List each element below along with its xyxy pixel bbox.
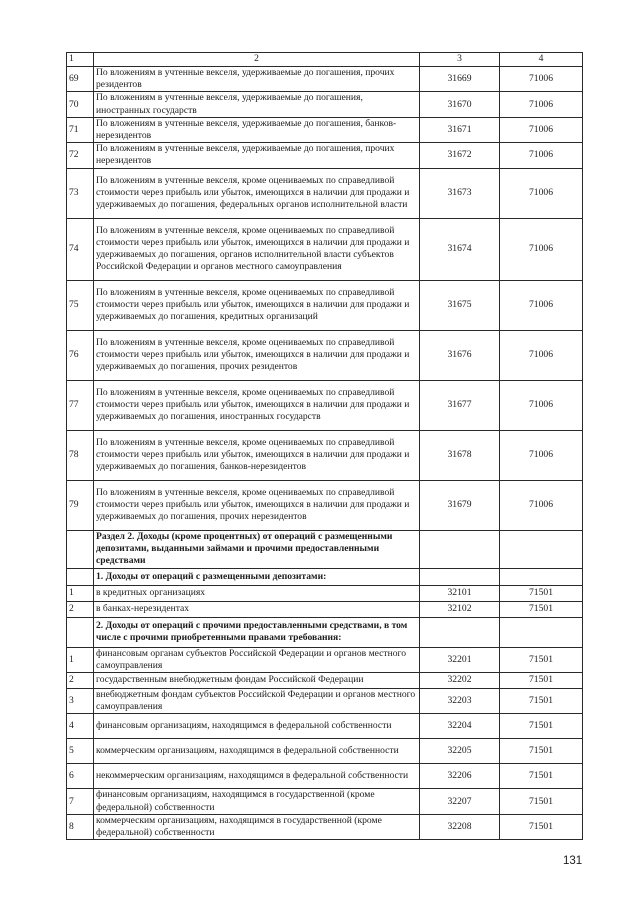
- table-row: [67, 673, 583, 689]
- row-number: 74: [67, 218, 94, 280]
- row-number: 75: [67, 280, 94, 330]
- table-row: [67, 601, 583, 617]
- row-description: Раздел 2. Доходы (кроме процентных) от операций с размещенными депозитами, выданными займами и прочими предоставленными средствами: [94, 530, 420, 568]
- row-description: По вложениям в учтенные векселя, удерживаемые до погашения, иностранных государств: [94, 92, 420, 117]
- row-description: в банках-нерезидентах: [94, 601, 420, 617]
- row-account-code: 31679: [420, 480, 500, 530]
- row-description: некоммерческим организациям, находящимся в федеральной собственности: [94, 764, 420, 789]
- row-symbol-code: 71006: [500, 480, 583, 530]
- row-symbol-code: [500, 617, 583, 647]
- header-col-3: 3: [420, 53, 500, 67]
- row-account-code: 31672: [420, 143, 500, 168]
- row-symbol-code: 71501: [500, 673, 583, 689]
- row-account-code: 32208: [420, 814, 500, 839]
- row-account-code: 31675: [420, 280, 500, 330]
- header-col-1: 1: [67, 53, 94, 67]
- table-row: [67, 480, 583, 530]
- row-number: [67, 530, 94, 568]
- row-account-code: 31677: [420, 380, 500, 430]
- row-symbol-code: 71501: [500, 814, 583, 839]
- row-number: 7: [67, 789, 94, 814]
- table-row: [67, 714, 583, 739]
- row-symbol-code: 71006: [500, 67, 583, 92]
- row-account-code: [420, 617, 500, 647]
- row-description: По вложениям в учтенные векселя, кроме оцениваемых по справедливой стоимости через прибыль или убыток, имеющихся в наличии для продажи и удерживаемых до погашения, кредитных организаций: [94, 280, 420, 330]
- row-number: 72: [67, 143, 94, 168]
- row-number: 71: [67, 117, 94, 142]
- row-description: финансовым органам субъектов Российской Федерации и органов местного самоуправления: [94, 647, 420, 672]
- header-col-4: 4: [500, 53, 583, 67]
- row-description: финансовым организациям, находящимся в государственной (кроме федеральной) собственности: [94, 789, 420, 814]
- row-number: 3: [67, 689, 94, 714]
- row-account-code: 31670: [420, 92, 500, 117]
- table-row: [67, 380, 583, 430]
- row-description: По вложениям в учтенные векселя, удерживаемые до погашения, прочих резидентов: [94, 67, 420, 92]
- row-description: По вложениям в учтенные векселя, кроме оцениваемых по справедливой стоимости через прибыль или убыток, имеющихся в наличии для продажи и удерживаемых до погашения, федеральных органов исполнительной власти: [94, 168, 420, 218]
- row-description: По вложениям в учтенные векселя, кроме оцениваемых по справедливой стоимости через прибыль или убыток, имеющихся в наличии для продажи и удерживаемых до погашения, иностранных государств: [94, 380, 420, 430]
- row-number: 1: [67, 585, 94, 601]
- row-account-code: 32207: [420, 789, 500, 814]
- row-account-code: 31676: [420, 330, 500, 380]
- header-col-2: 2: [94, 53, 420, 67]
- row-symbol-code: 71501: [500, 714, 583, 739]
- row-number: 69: [67, 67, 94, 92]
- row-number: 1: [67, 647, 94, 672]
- row-number: 76: [67, 330, 94, 380]
- row-description: внебюджетным фондам субъектов Российской Федерации и органов местного самоуправления: [94, 689, 420, 714]
- row-description: 2. Доходы от операций с прочими предоставленными средствами, в том числе с прочими приобретенными правами требования:: [94, 617, 420, 647]
- row-description: По вложениям в учтенные векселя, удерживаемые до погашения, прочих нерезидентов: [94, 143, 420, 168]
- table-row: [67, 739, 583, 764]
- row-description: По вложениям в учтенные векселя, кроме оцениваемых по справедливой стоимости через прибыль или убыток, имеющихся в наличии для продажи и удерживаемых до погашения, банков-нерезидентов: [94, 430, 420, 480]
- row-number: 70: [67, 92, 94, 117]
- row-description: коммерческим организациям, находящимся в государственной (кроме федеральной) собственности: [94, 814, 420, 839]
- row-account-code: 31678: [420, 430, 500, 480]
- row-account-code: 31669: [420, 67, 500, 92]
- row-symbol-code: 71501: [500, 647, 583, 672]
- row-account-code: [420, 530, 500, 568]
- row-symbol-code: 71501: [500, 764, 583, 789]
- row-account-code: [420, 568, 500, 585]
- row-account-code: 32101: [420, 585, 500, 601]
- table-row: [67, 647, 583, 672]
- row-symbol-code: 71501: [500, 585, 583, 601]
- table-row: [67, 530, 583, 568]
- row-symbol-code: 71501: [500, 789, 583, 814]
- row-symbol-code: 71006: [500, 380, 583, 430]
- row-symbol-code: 71501: [500, 739, 583, 764]
- row-description: По вложениям в учтенные векселя, удерживаемые до погашения, банков-нерезидентов: [94, 117, 420, 142]
- row-account-code: 32204: [420, 714, 500, 739]
- row-account-code: 32202: [420, 673, 500, 689]
- table-row: [67, 67, 583, 92]
- table-row: [67, 430, 583, 480]
- table-row: [67, 168, 583, 218]
- row-description: По вложениям в учтенные векселя, кроме оцениваемых по справедливой стоимости через прибыль или убыток, имеющихся в наличии для продажи и удерживаемых до погашения, прочих резидентов: [94, 330, 420, 380]
- row-description: коммерческим организациям, находящимся в федеральной собственности: [94, 739, 420, 764]
- row-description: государственным внебюджетным фондам Российской Федерации: [94, 673, 420, 689]
- table-row: [67, 789, 583, 814]
- table-row: [67, 280, 583, 330]
- row-symbol-code: 71006: [500, 330, 583, 380]
- table-row: [67, 814, 583, 839]
- row-account-code: 32203: [420, 689, 500, 714]
- row-number: 6: [67, 764, 94, 789]
- row-number: [67, 568, 94, 585]
- row-description: 1. Доходы от операций с размещенными депозитами:: [94, 568, 420, 585]
- row-number: [67, 617, 94, 647]
- row-symbol-code: 71501: [500, 689, 583, 714]
- row-symbol-code: [500, 568, 583, 585]
- row-number: 79: [67, 480, 94, 530]
- table-row: [67, 617, 583, 647]
- row-symbol-code: 71006: [500, 168, 583, 218]
- table-row: [67, 117, 583, 142]
- row-symbol-code: 71006: [500, 117, 583, 142]
- row-account-code: 31673: [420, 168, 500, 218]
- accounts-table: [66, 52, 583, 840]
- row-description: финансовым организациям, находящимся в федеральной собственности: [94, 714, 420, 739]
- table-row: [67, 689, 583, 714]
- row-account-code: 32201: [420, 647, 500, 672]
- table-row: [67, 92, 583, 117]
- header-row: [67, 53, 583, 67]
- table-row: [67, 585, 583, 601]
- row-number: 78: [67, 430, 94, 480]
- row-number: 2: [67, 601, 94, 617]
- row-account-code: 31671: [420, 117, 500, 142]
- row-number: 73: [67, 168, 94, 218]
- row-number: 77: [67, 380, 94, 430]
- table-row: [67, 143, 583, 168]
- row-symbol-code: 71006: [500, 143, 583, 168]
- row-number: 4: [67, 714, 94, 739]
- row-number: 8: [67, 814, 94, 839]
- row-account-code: 31674: [420, 218, 500, 280]
- row-symbol-code: 71006: [500, 280, 583, 330]
- row-account-code: 32206: [420, 764, 500, 789]
- row-symbol-code: 71006: [500, 218, 583, 280]
- row-description: в кредитных организациях: [94, 585, 420, 601]
- page-number: 131: [563, 855, 583, 867]
- row-symbol-code: 71006: [500, 92, 583, 117]
- row-number: 5: [67, 739, 94, 764]
- table-row: [67, 330, 583, 380]
- row-account-code: 32205: [420, 739, 500, 764]
- table-row: [67, 764, 583, 789]
- row-symbol-code: 71006: [500, 430, 583, 480]
- row-description: По вложениям в учтенные векселя, кроме оцениваемых по справедливой стоимости через прибыль или убыток, имеющихся в наличии для продажи и удерживаемых до погашения, органов исполнительной власти субъектов Российской Федерации и органов местного самоуправления: [94, 218, 420, 280]
- row-account-code: 32102: [420, 601, 500, 617]
- row-symbol-code: [500, 530, 583, 568]
- table-row: [67, 218, 583, 280]
- row-symbol-code: 71501: [500, 601, 583, 617]
- table-row: [67, 568, 583, 585]
- row-number: 2: [67, 673, 94, 689]
- row-description: По вложениям в учтенные векселя, кроме оцениваемых по справедливой стоимости через прибыль или убыток, имеющихся в наличии для продажи и удерживаемых до погашения, прочих нерезидентов: [94, 480, 420, 530]
